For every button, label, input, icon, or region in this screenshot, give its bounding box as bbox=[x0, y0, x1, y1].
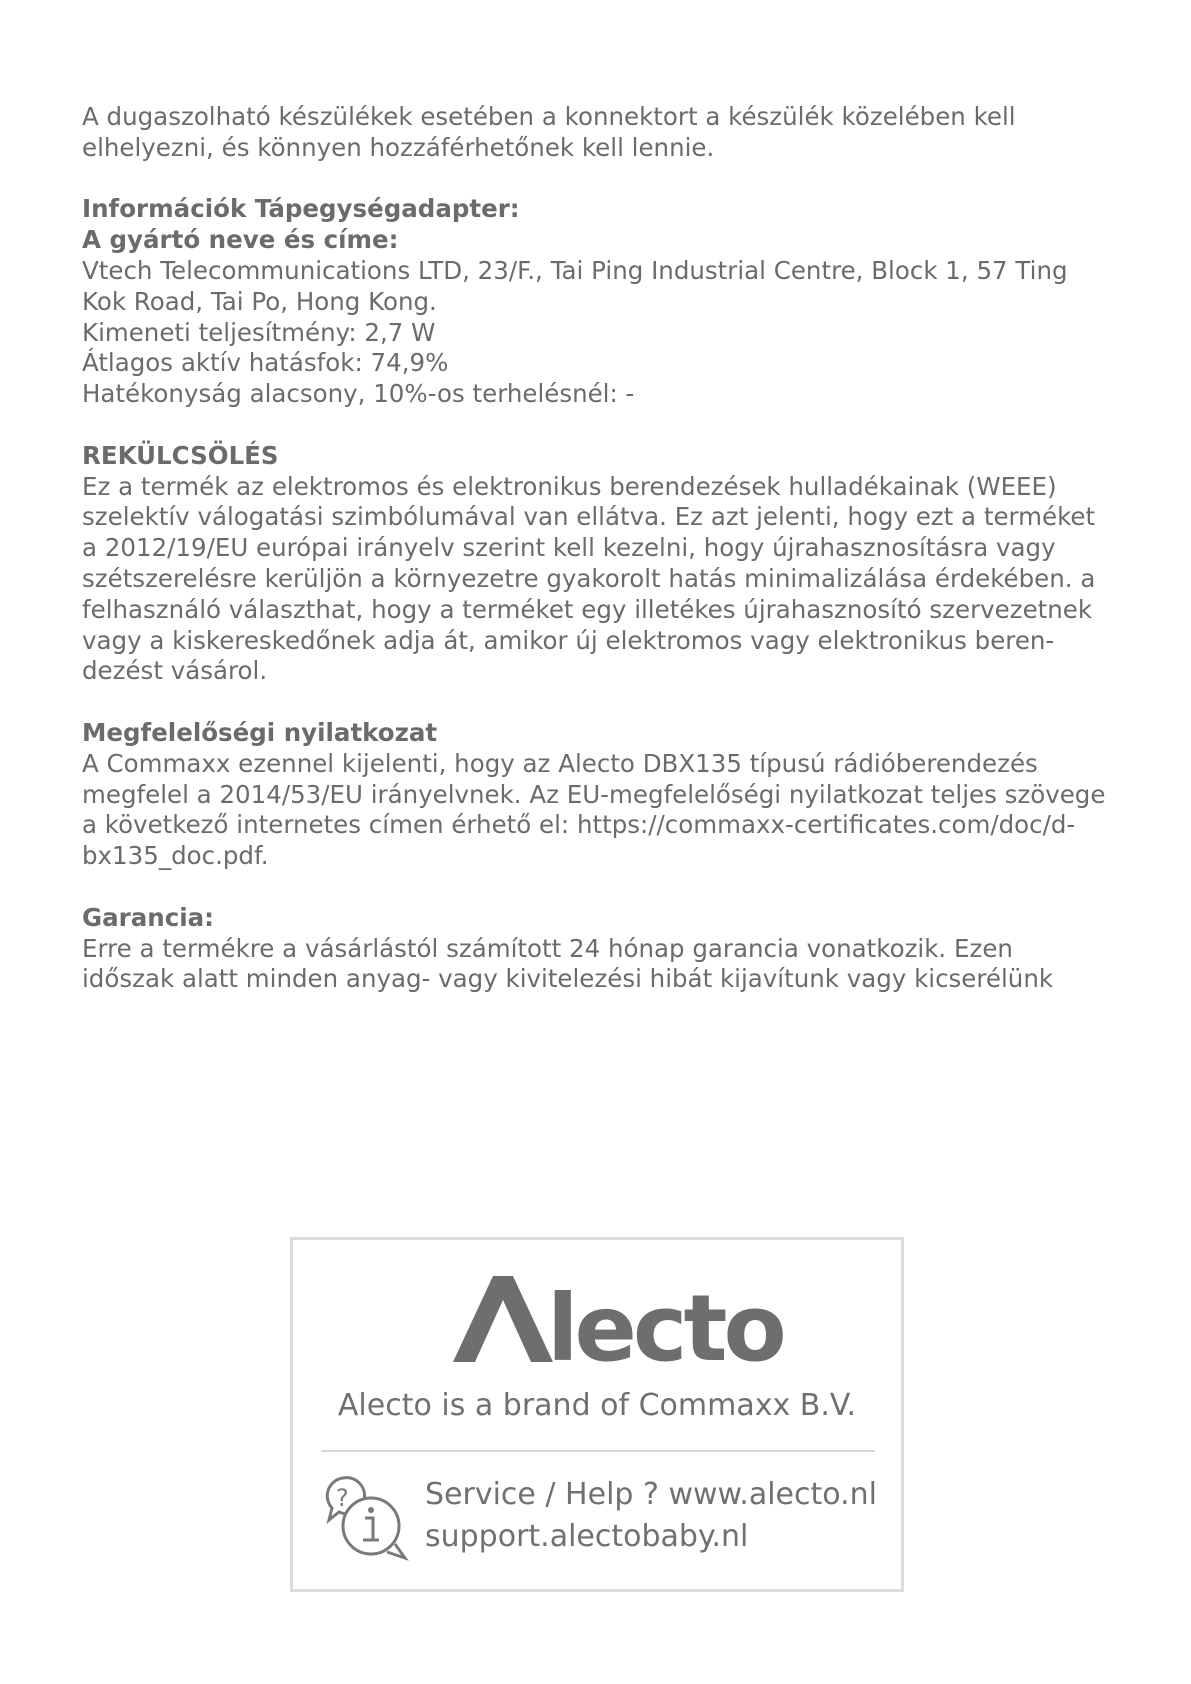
svg-text:?: ? bbox=[336, 1484, 349, 1512]
warranty-heading: Garancia: bbox=[82, 902, 214, 932]
document-body bbox=[82, 102, 1122, 995]
text-line: A Commaxx ezennel kijelenti, hogy az Alecto DBX135 típusú rádióberendezés bbox=[82, 748, 1038, 778]
brand-line: Alecto is a brand of Commaxx B.V. bbox=[337, 1388, 857, 1423]
text-line: Erre a termékre a vásárlástól számított 24 hónap garancia vonatkozik. Ezen bbox=[82, 933, 1013, 963]
text-line: Vtech Telecommunications LTD, 23/F., Tai Ping Industrial Centre, Block 1, 57 Ting bbox=[82, 255, 1068, 285]
help-info-icon bbox=[313, 1468, 409, 1564]
text-line: megfelel a 2014/53/EU irányelvnek. Az EU-megfelelőségi nyilatkozat teljes szövege bbox=[82, 779, 1106, 809]
text-line: Átlagos aktív hatásfok: 74,9% bbox=[82, 348, 449, 378]
warranty-section bbox=[82, 903, 1122, 995]
divider bbox=[321, 1450, 875, 1452]
intro-paragraph bbox=[82, 102, 1122, 164]
text-line: Ez a termék az elektromos és elektronikus berendezések hulladékainak (WEEE) bbox=[82, 471, 1057, 501]
recycling-heading: REKÜLCSÖLÉS bbox=[82, 440, 279, 470]
text-line: Kimeneti teljesítmény: 2,7 W bbox=[82, 317, 436, 347]
support-link[interactable]: support.alectobaby.nl bbox=[425, 1519, 749, 1554]
manufacturer-heading: A gyártó neve és címe: bbox=[82, 225, 399, 255]
text-line: A dugaszolható készülékek esetében a konnektort a készülék közelében kell bbox=[82, 102, 1016, 131]
text-line: felhasználó választhat, hogy a terméket egy illetékes újrahasznosító szervezetnek bbox=[82, 594, 1093, 624]
text-line: bx135_doc.pdf. bbox=[82, 841, 269, 871]
adapter-section bbox=[82, 194, 1122, 410]
text-line: időszak alatt minden anyag- vagy kivitelezési hibát kijavítunk vagy kicserélünk bbox=[82, 964, 1054, 994]
text-line: elhelyezni, és könnyen hozzáférhetőnek kell lennie. bbox=[82, 132, 715, 162]
text-line: szétszerelésre kerüljön a környezetre gyakorolt hatás minimalizálása érdekében. a bbox=[82, 563, 1096, 593]
service-link[interactable]: Service / Help ? www.alecto.nl bbox=[425, 1477, 877, 1512]
conformity-heading: Megfelelőségi nyilatkozat bbox=[82, 717, 438, 747]
text-line: szelektív válogatási szimbólumával van ellátva. Ez azt jelenti, hogy ezt a terméket bbox=[82, 502, 1096, 532]
alecto-logo bbox=[451, 1270, 783, 1382]
conformity-section bbox=[82, 718, 1122, 872]
text-line: Kok Road, Tai Po, Hong Kong. bbox=[82, 286, 437, 316]
text-line: a 2012/19/EU európai irányelv szerint kell kezelni, hogy újrahasznosításra vagy bbox=[82, 533, 1056, 563]
text-line: vagy a kiskereskedőnek adja át, amikor új elektromos vagy elektronikus beren- bbox=[82, 625, 1055, 655]
svg-text:lecto: lecto bbox=[547, 1275, 783, 1382]
service-info bbox=[425, 1474, 877, 1558]
text-line: a következő internetes címen érhető el: https://commaxx-certificates.com/doc/d- bbox=[82, 810, 1076, 840]
text-line: dezést vásárol. bbox=[82, 656, 268, 686]
adapter-heading: Információk Tápegységadapter: bbox=[82, 194, 520, 224]
recycling-section bbox=[82, 441, 1122, 687]
brand-box bbox=[290, 1237, 904, 1592]
text-line: Hatékonyság alacsony, 10%-os terhelésnél: - bbox=[82, 379, 635, 409]
